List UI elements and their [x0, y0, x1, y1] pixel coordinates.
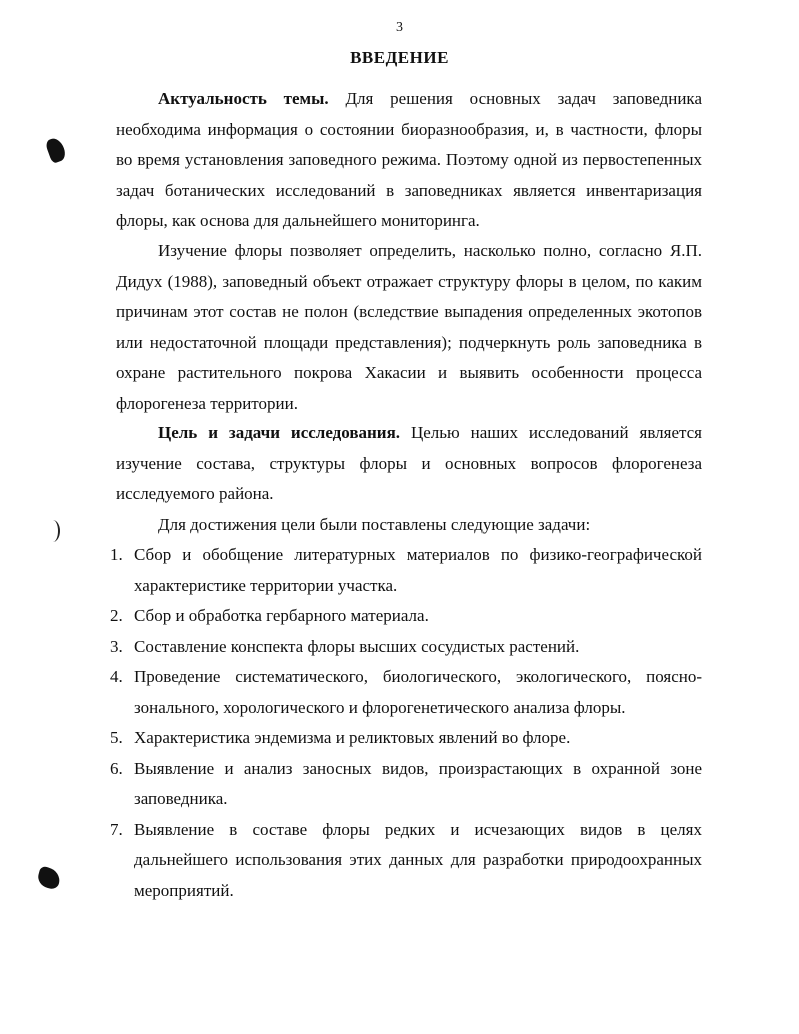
page-number: 3 [396, 20, 403, 35]
paragraph-text: Для решения основных задач заповедника необходима информация о состоянии биоразнообразия, и, в частности, флоры во время установления заповедного режима. Поэтому одной из первостепенных задач ботанических исследований в заповедниках является инвентаризация флоры, как основа для дальнейшего мониторинга. [116, 89, 702, 230]
list-number: 3. [110, 636, 123, 656]
list-text: Выявление в составе флоры редких и исчезающих видов в целях дальнейшего использования этих данных для разработки природоохранных мероприятий. [134, 819, 702, 900]
list-number: 6. [110, 758, 123, 778]
list-number: 5. [110, 728, 123, 747]
list-item [110, 540, 702, 601]
list-number: 2. [110, 606, 123, 625]
list-item [110, 754, 702, 815]
paragraph-lead: Цель и задачи исследования. [158, 423, 401, 442]
list-text: Выявление и анализ заносных видов, произрастающих в охранной зоне заповедника. [134, 758, 702, 808]
list-number: 7. [110, 819, 123, 839]
paragraph-lead: Актуальность темы. [158, 89, 329, 108]
list-text: Проведение систематического, биологического, экологического, поясно-зонального, хорологического и флорогенетического анализа флоры. [134, 667, 702, 717]
list-text: Составление конспекта флоры высших сосудистых растений. [134, 636, 580, 656]
list-item [110, 815, 702, 907]
tasks-list [110, 540, 702, 906]
tasks-intro: Для достижения цели были поставлены следующие задачи: [158, 515, 591, 534]
list-item [110, 723, 702, 754]
list-item [110, 632, 702, 663]
page-title: ВВЕДЕНИЕ [350, 48, 449, 67]
paragraph-flora-study [116, 236, 702, 419]
paragraph-goals [116, 418, 702, 510]
list-number: 1. [110, 545, 123, 564]
list-text: Сбор и обработка гербарного материала. [134, 606, 429, 625]
list-item [110, 601, 702, 632]
paragraph-relevance [116, 84, 702, 237]
list-text: Характеристика эндемизма и реликтовых явлений во флоре. [134, 728, 571, 747]
paragraph-text: Целью наших исследований является изучение состава, структуры флоры и основных вопросов флорогенеза исследуемого района. [116, 423, 702, 503]
scan-mark [46, 520, 60, 542]
paragraph-text: Изучение флоры позволяет определить, насколько полно, согласно Я.П. Дидух (1988), заповедный объект отражает структуру флоры в целом, по каким причинам этот состав не полон (вследствие выпадения определенных экотопов или недостаточной площади представления); подчеркнуть роль заповедника в охране растительного покрова Хакасии и выявить особенности процесса флорогенеза территории. [116, 241, 702, 413]
scan-mark [36, 865, 62, 890]
list-number: 4. [110, 667, 123, 686]
list-item [110, 662, 702, 723]
list-text: Сбор и обобщение литературных материалов по физико-географической характеристике территории участка. [134, 545, 702, 595]
scan-mark [44, 136, 67, 164]
